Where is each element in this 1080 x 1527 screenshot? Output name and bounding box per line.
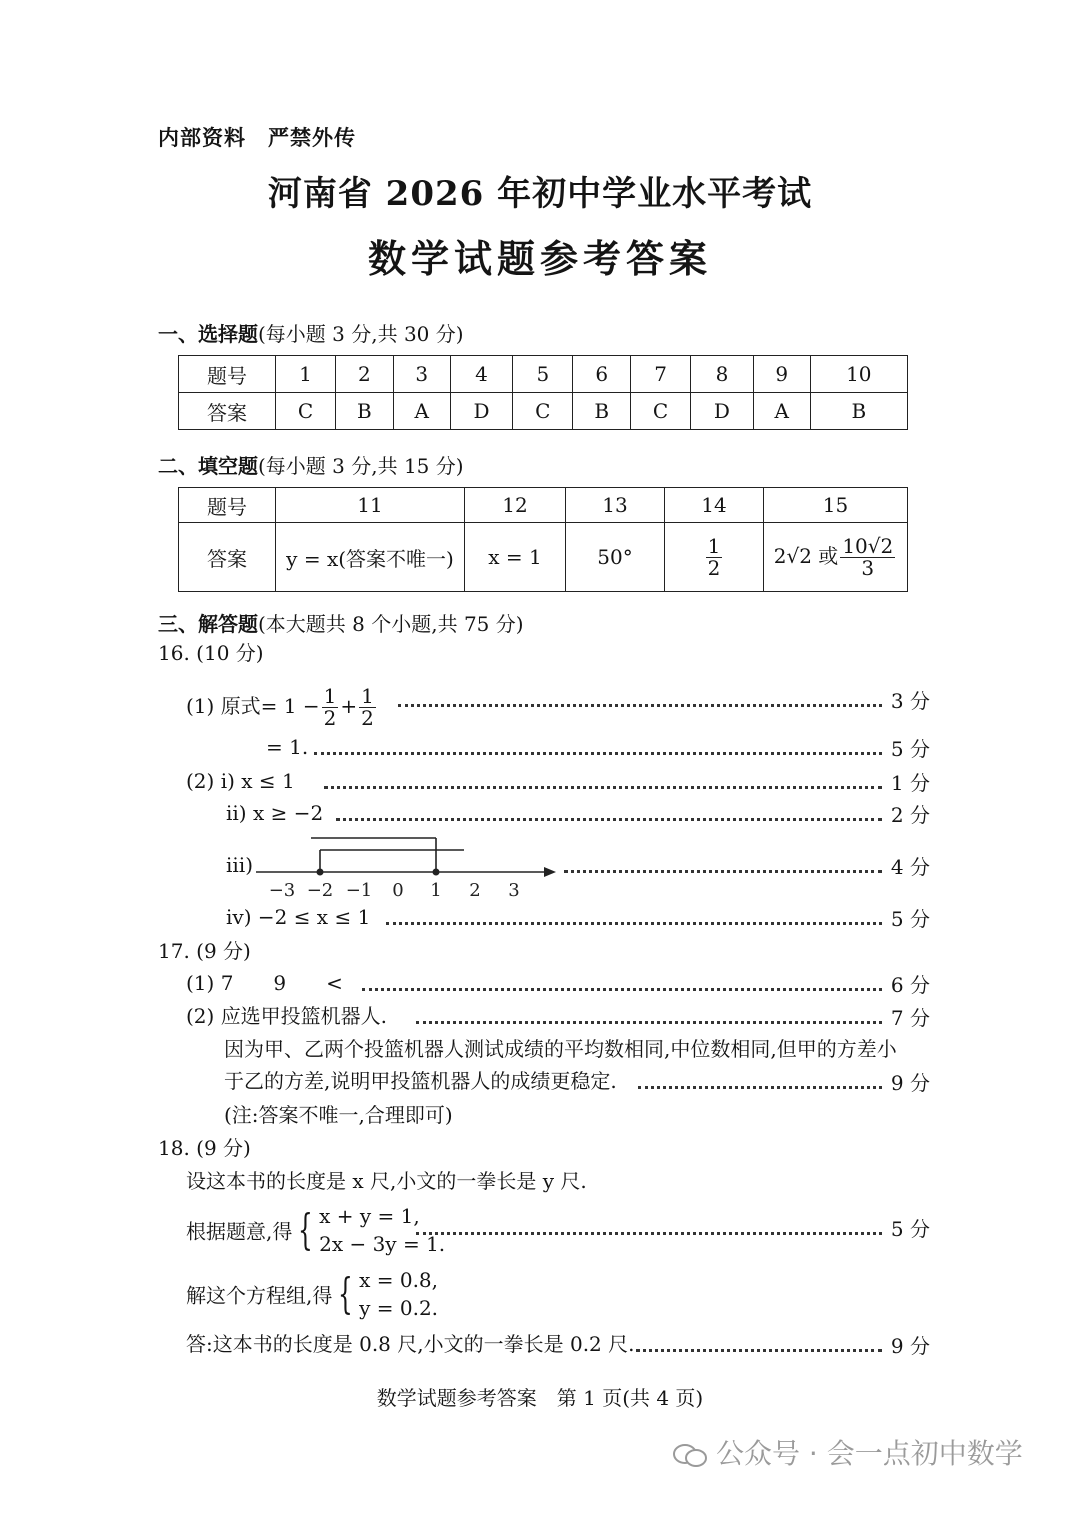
axis-tick: 0 — [392, 880, 404, 900]
axis-tick: −1 — [345, 880, 373, 900]
confidential-notice: 内部资料 严禁外传 — [158, 125, 356, 150]
answer-12: x = 1 — [465, 523, 566, 592]
q16-part1: (1) 原式= 1 − $\frac{1}{2}$ + $\frac{1}{2}$ — [186, 684, 374, 730]
q18-answer: 答:这本书的长度是 0.8 尺,小文的一拳长是 0.2 尺. — [186, 1332, 635, 1356]
q16-part2-iv: ⅳ) −2 ≤ x ≤ 1 — [226, 905, 371, 929]
fill-answer-table: 题号 11 12 13 14 15 答案 y = x(答案不唯一) x = 1 50° $\frac{1}{2}$ 2√2 或 $\frac{10√2}{3}$ — [178, 487, 908, 592]
q16-part2-i: (2) ⅰ) x ≤ 1 — [186, 769, 295, 793]
q18-heading: 18. (9 分) — [158, 1136, 251, 1160]
axis-tick: 3 — [508, 880, 520, 900]
axis-tick: 2 — [469, 880, 481, 900]
q18-setup: 设这本书的长度是 x 尺,小文的一拳长是 y 尺. — [186, 1169, 587, 1193]
q17-reason-line1: 因为甲、乙两个投篮机器人测试成绩的平均数相同,中位数相同,但甲的方差小 — [224, 1037, 897, 1061]
q17-reason-line2: 于乙的方差,说明甲投篮机器人的成绩更稳定. — [224, 1069, 617, 1093]
q17-note: (注:答案不唯一,合理即可) — [224, 1103, 453, 1127]
exam-title: 河南省 2026 年初中学业水平考试 — [267, 174, 813, 214]
q17-heading: 17. (9 分) — [158, 939, 251, 963]
q16-part2-iii: ⅲ) — [226, 853, 253, 877]
q16-part2-ii: ⅱ) x ≥ −2 — [226, 801, 324, 825]
q16-heading: 16. (10 分) — [158, 641, 264, 665]
table-header-cell: 题号 — [179, 356, 276, 393]
page-footer: 数学试题参考答案 第 1 页(共 4 页) — [376, 1386, 704, 1410]
number-line-diagram — [256, 830, 566, 900]
choice-answer-table: 题号 1 2 3 4 5 6 7 8 9 10 答案 C B A D C B C D A B — [178, 355, 908, 430]
answer-14: $\frac{1}{2}$ — [665, 523, 764, 592]
q16-part1-result: = 1. — [266, 735, 309, 759]
answer-13: 50° — [566, 523, 665, 592]
answer-key-title: 数学试题参考答案 — [367, 236, 712, 281]
table-header-cell: 答案 — [179, 393, 276, 430]
section-choice-heading: 一、选择题(每小题 3 分,共 30 分) — [158, 322, 464, 346]
axis-tick: −3 — [268, 880, 296, 900]
q18-solution-system: 解这个方程组,得 { x = 0.8, y = 0.2. — [186, 1268, 439, 1320]
watermark: 公众号 · 会一点初中数学 — [672, 1432, 1023, 1472]
section-fill-heading: 二、填空题(每小题 3 分,共 15 分) — [158, 454, 464, 478]
wechat-icon — [672, 1443, 708, 1467]
section-solution-heading: 三、解答题(本大题共 8 个小题,共 75 分) — [158, 612, 524, 636]
q18-equation-system: 根据题意,得 { x + y = 1, 2x − 3y = 1. — [186, 1204, 446, 1256]
axis-tick: −2 — [306, 880, 334, 900]
answer-11: y = x(答案不唯一) — [276, 523, 465, 592]
axis-tick: 1 — [430, 880, 442, 900]
answer-15: 2√2 或 $\frac{10√2}{3}$ — [764, 523, 908, 592]
q17-part1: (1) 7 9 < — [186, 971, 343, 995]
q17-part2: (2) 应选甲投篮机器人. — [186, 1004, 388, 1028]
